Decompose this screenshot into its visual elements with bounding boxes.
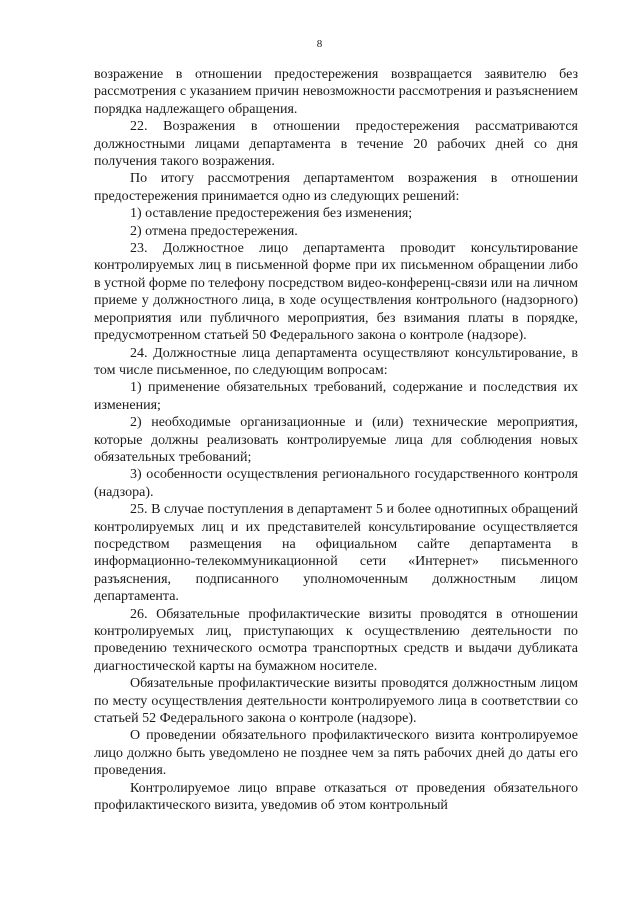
paragraph: По итогу рассмотрения департаментом возражения в отношении предостережения принимается одно из следующих решений: xyxy=(94,171,578,204)
list-item: 2) необходимые организационные и (или) технические мероприятия, которые должны реализовать контролируемые лица для соблюдения новых обязательных требований; xyxy=(94,415,578,465)
paragraph: 24. Должностные лица департамента осуществляют консультирование, в том числе письменное, по следующим вопросам: xyxy=(94,345,578,378)
paragraph: Контролируемое лицо вправе отказаться от проведения обязательного профилактического визита, уведомив об этом контрольный xyxy=(94,780,578,814)
paragraph: возражение в отношении предостережения возвращается заявителю без рассмотрения с указанием причин невозможности рассмотрения и разъяснением порядка надлежащего обращения. xyxy=(94,67,578,117)
paragraph: Обязательные профилактические визиты проводятся должностным лицом по месту осуществления деятельности контролируемого лица в соответствии со статьей 52 Федерального закона о контроле (надзоре). xyxy=(94,676,578,727)
list-item: 1) оставление предостережения без изменения; xyxy=(130,206,413,222)
list-item: 2) отмена предостережения. xyxy=(130,223,298,239)
paragraph: 23. Должностное лицо департамента проводит консультирование контролируемых лиц в письменной форме при их письменном обращении либо в устной форме по телефону посредством видео-конференц-связи или на личном приеме у должностного лица, в ходе осуществления контрольного (надзорного) мероприятия или публичного мероприятия, без взимания платы в порядке, предусмотренном статьей 50 Федерального закона о контроле (надзоре). xyxy=(94,241,578,344)
list-item: 1) применение обязательных требований, содержание и последствия их изменения; xyxy=(94,380,578,413)
list-item: 3) особенности осуществления регионального государственного контроля (надзора). xyxy=(94,467,578,500)
paragraph: 26. Обязательные профилактические визиты проводятся в отношении контролируемых лиц, приступающих к осуществлению деятельности по проведению технического осмотра транспортных средств и выдачи дубликата диагностической карты на бумажном носителе. xyxy=(94,606,578,674)
document-body xyxy=(94,66,578,814)
paragraph: 25. В случае поступления в департамент 5 и более однотипных обращений контролируемых лиц и их представителей консультирование осуществляется посредством размещения на официальном сайте департамента в информационно-телекоммуникационной сети «Интернет» письменного разъяснения, подписанного уполномоченным должностным лицом департамента. xyxy=(94,502,578,605)
page-number: 8 xyxy=(316,38,323,50)
paragraph: 22. Возражения в отношении предостережения рассматриваются должностными лицами департамента в течение 20 рабочих дней со дня получения такого возражения. xyxy=(94,119,578,170)
paragraph: О проведении обязательного профилактического визита контролируемое лицо должно быть уведомлено не позднее чем за пять рабочих дней до даты его проведения. xyxy=(94,728,578,779)
